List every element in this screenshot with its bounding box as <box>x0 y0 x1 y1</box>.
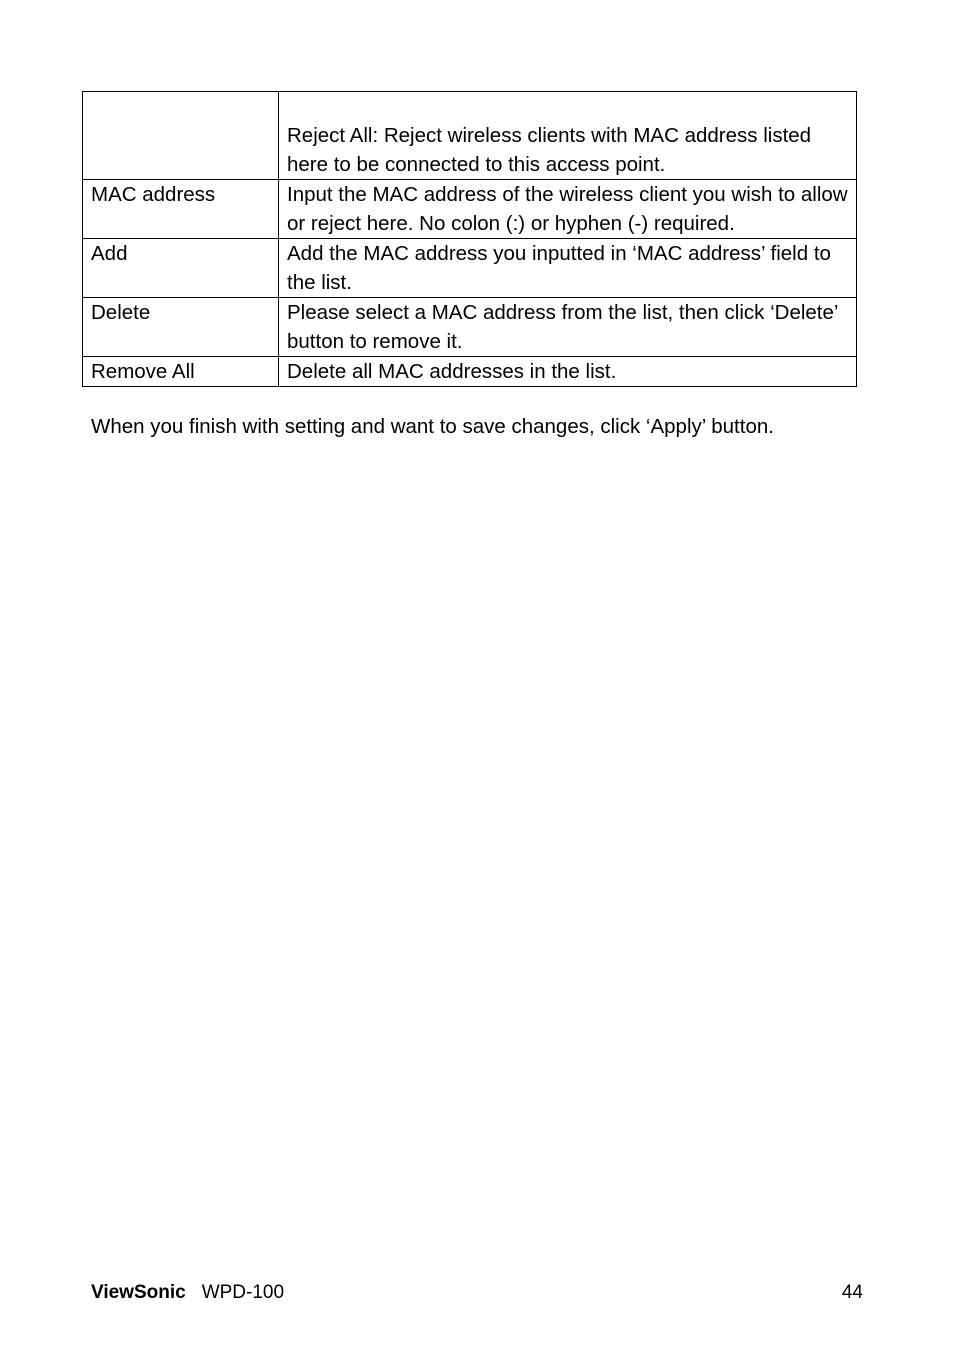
table-cell-description: Reject All: Reject wireless clients with MAC address listed here to be connected to this access point. <box>279 92 857 180</box>
footer-brand: ViewSonic <box>91 1282 186 1303</box>
table-cell-term: Delete <box>83 298 279 357</box>
page-footer <box>91 1280 863 1306</box>
table-cell-description: Please select a MAC address from the list, then click ‘Delete’ button to remove it. <box>279 298 857 357</box>
apply-instruction-text: When you finish with setting and want to save changes, click ‘Apply’ button. <box>91 415 774 438</box>
settings-table <box>82 91 857 387</box>
table-cell-description: Add the MAC address you inputted in ‘MAC address’ field to the list. <box>279 239 857 298</box>
table-cell-description: Input the MAC address of the wireless client you wish to allow or reject here. No colon (:) or hyphen (-) required. <box>279 180 857 239</box>
table-row <box>83 239 857 298</box>
table-cell-description: Delete all MAC addresses in the list. <box>279 357 857 387</box>
table-row <box>83 92 857 180</box>
table-cell-term: Remove All <box>83 357 279 387</box>
table-row <box>83 180 857 239</box>
table-row <box>83 298 857 357</box>
table-cell-term: MAC address <box>83 180 279 239</box>
page-number: 44 <box>841 1282 863 1303</box>
footer-model: WPD-100 <box>201 1282 285 1303</box>
table-cell-term <box>83 92 279 180</box>
table-row <box>83 357 857 387</box>
table-cell-term: Add <box>83 239 279 298</box>
